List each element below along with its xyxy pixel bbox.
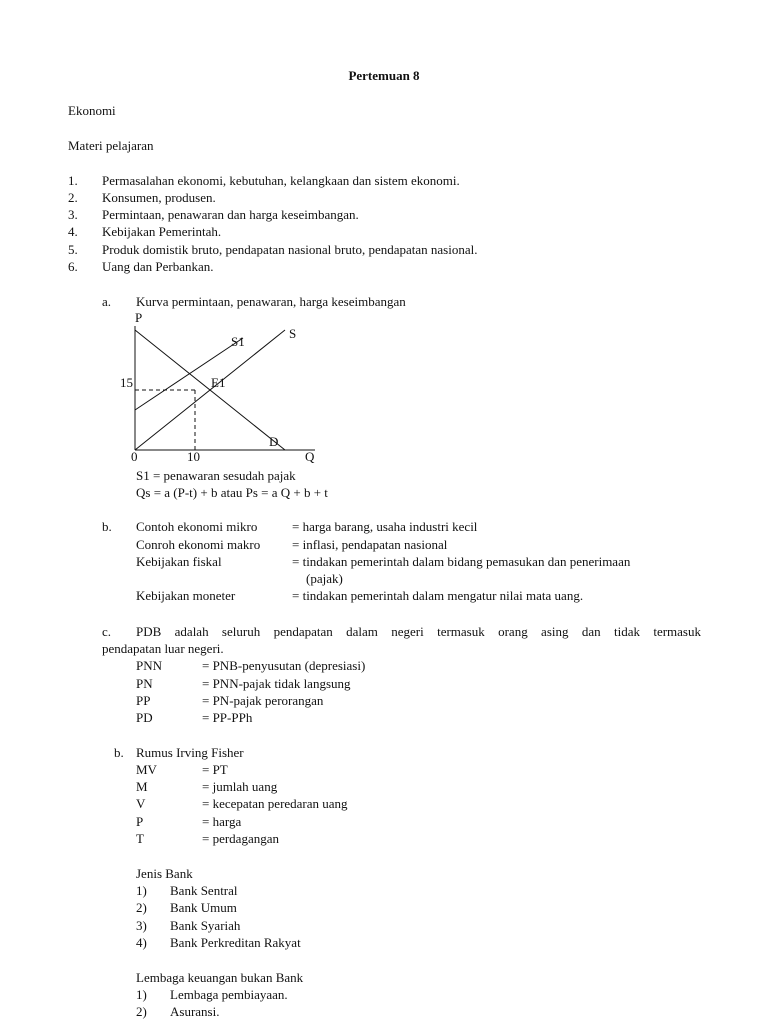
list-item-number: 4. xyxy=(68,224,78,239)
definition: = tindakan pemerintah dalam bidang pemasukan dan penerimaan xyxy=(292,554,631,569)
list-item: Permintaan, penawaran dan harga keseimbangan. xyxy=(102,207,359,222)
definition: = harga barang, usaha industri kecil xyxy=(292,519,478,534)
list-item: Bank Syariah xyxy=(170,918,241,933)
term: PNN xyxy=(136,658,163,673)
list-item: Produk domistik bruto, pendapatan nasional bruto, pendapatan nasional. xyxy=(102,242,478,257)
definition-continuation: (pajak) xyxy=(306,571,343,586)
term: PN xyxy=(136,676,153,691)
section-c-letter: c. xyxy=(102,624,112,639)
section-c-paragraph: PDB adalah seluruh pendapatan dalam negeri termasuk orang asing dan tidak termasuk xyxy=(136,624,701,639)
section-a-letter: a. xyxy=(102,294,112,309)
bank-heading: Jenis Bank xyxy=(136,866,193,881)
list-item-number: 6. xyxy=(68,259,78,274)
definition: = inflasi, pendapatan nasional xyxy=(292,537,448,552)
term: V xyxy=(136,796,146,811)
page-title: Pertemuan 8 xyxy=(348,68,420,83)
section-c-paragraph-continued: pendapatan luar negeri. xyxy=(102,641,224,656)
section-a-heading: Kurva permintaan, penawaran, harga keseimbangan xyxy=(136,294,406,309)
term: PP xyxy=(136,693,151,708)
x-axis-label: Q xyxy=(305,449,315,464)
definition: = tindakan pemerintah dalam mengatur nilai mata uang. xyxy=(292,588,584,603)
definition: = PN-pajak perorangan xyxy=(202,693,324,708)
list-item: Lembaga pembiayaan. xyxy=(170,987,288,1002)
curve-label-s: S xyxy=(289,326,297,341)
definition: = jumlah uang xyxy=(202,779,278,794)
list-item: Bank Umum xyxy=(170,900,237,915)
origin-label: 0 xyxy=(131,449,138,464)
term: PD xyxy=(136,710,153,725)
list-item-number: 3. xyxy=(68,207,78,222)
list-item: Asuransi. xyxy=(170,1004,220,1019)
definition: = PT xyxy=(202,762,228,777)
section-b-letter: b. xyxy=(102,519,112,534)
definition: = PP-PPh xyxy=(202,710,253,725)
list-item-number: 2) xyxy=(136,1004,147,1019)
list-item-number: 4) xyxy=(136,935,147,950)
note-line: Qs = a (P-t) + b atau Ps = a Q + b + t xyxy=(136,485,328,500)
term: M xyxy=(136,779,148,794)
section-d-heading: Rumus Irving Fisher xyxy=(136,745,244,760)
curve-label-s1: S1 xyxy=(231,334,245,349)
term: T xyxy=(136,831,144,846)
term: Contoh ekonomi mikro xyxy=(136,519,258,534)
equilibrium-label: E1 xyxy=(211,375,226,390)
curve-label-d: D xyxy=(269,434,279,449)
term: Kebijakan fiskal xyxy=(136,554,222,569)
list-item-number: 5. xyxy=(68,242,78,257)
list-item: Konsumen, produsen. xyxy=(102,190,216,205)
term: Conroh ekonomi makro xyxy=(136,537,261,552)
subject-label: Ekonomi xyxy=(68,103,116,118)
list-item: Uang dan Perbankan. xyxy=(102,259,214,274)
list-item-number: 1) xyxy=(136,987,147,1002)
list-item-number: 2) xyxy=(136,900,147,915)
definition: = PNB-penyusutan (depresiasi) xyxy=(202,658,366,673)
nonbank-heading: Lembaga keuangan bukan Bank xyxy=(136,970,304,985)
term: MV xyxy=(136,762,157,777)
definition: = PNN-pajak tidak langsung xyxy=(202,676,351,691)
term: Kebijakan moneter xyxy=(136,588,236,603)
definition: = perdagangan xyxy=(202,831,279,846)
materi-heading: Materi pelajaran xyxy=(68,138,154,153)
list-item-number: 1) xyxy=(136,883,147,898)
x-tick-label: 10 xyxy=(187,449,200,464)
list-item: Permasalahan ekonomi, kebutuhan, kelangkaan dan sistem ekonomi. xyxy=(102,173,460,188)
supply-demand-chart xyxy=(110,308,330,468)
curve-s1 xyxy=(135,338,243,410)
list-item-number: 3) xyxy=(136,918,147,933)
term: P xyxy=(136,814,144,829)
list-item: Kebijakan Pemerintah. xyxy=(102,224,222,239)
list-item-number: 1. xyxy=(68,173,78,188)
note-line: S1 = penawaran sesudah pajak xyxy=(136,468,296,483)
list-item: Bank Perkreditan Rakyat xyxy=(170,935,301,950)
list-item: Bank Sentral xyxy=(170,883,238,898)
section-d-letter: b. xyxy=(114,745,124,760)
y-axis-label: P xyxy=(135,310,143,325)
definition: = harga xyxy=(202,814,242,829)
list-item-number: 2. xyxy=(68,190,78,205)
y-tick-label: 15 xyxy=(120,375,133,390)
definition: = kecepatan peredaran uang xyxy=(202,796,348,811)
